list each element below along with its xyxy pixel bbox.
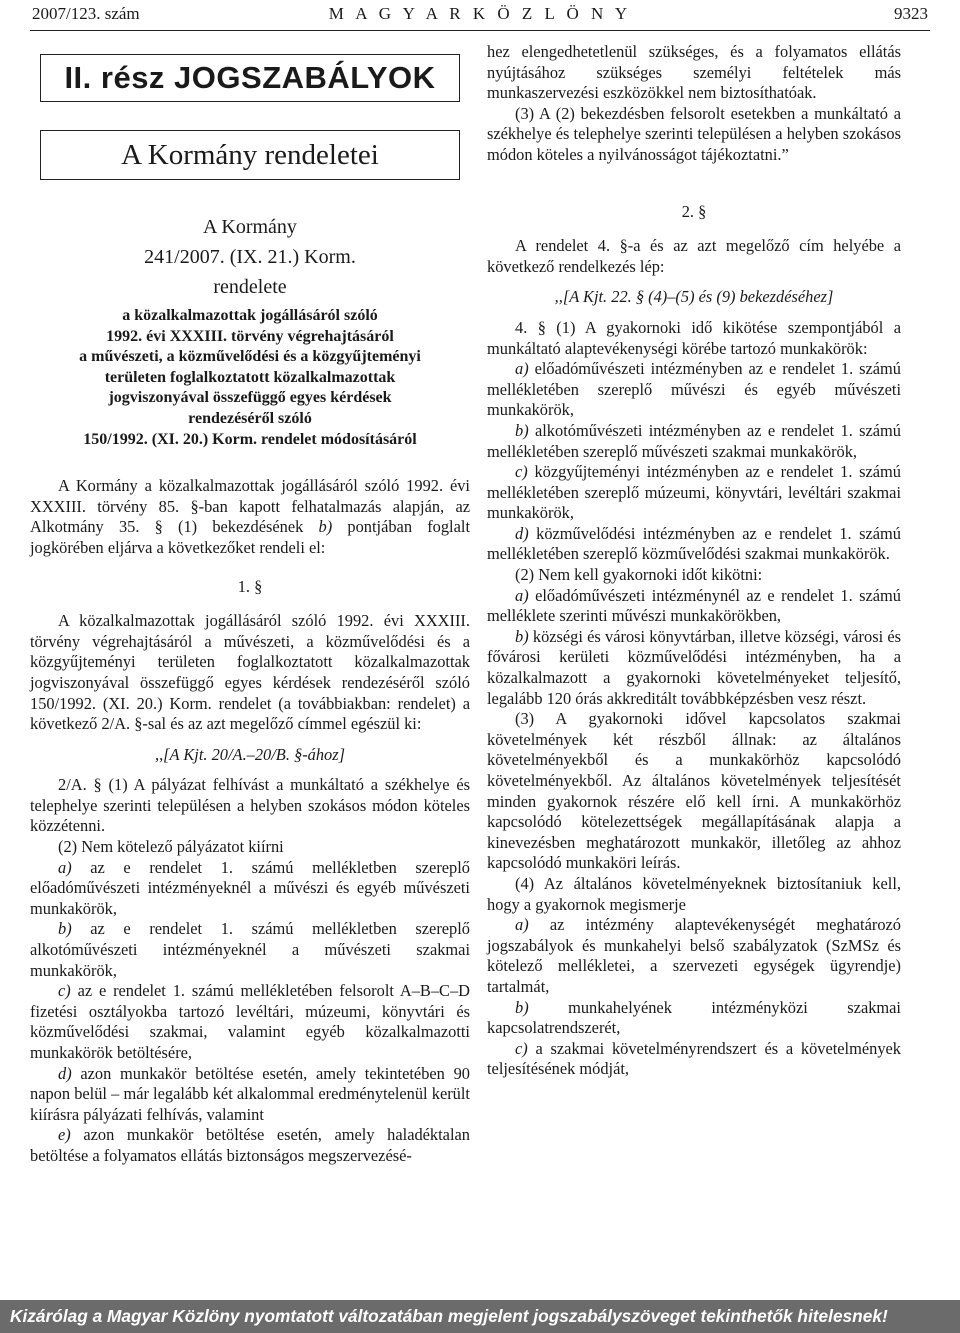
paragraph: A közalkalmazottak jogállásáról szóló 1992. évi XXXIII. törvény végrehajtásáról a művészeti, a közművelődési és a közgyűjteményi területen foglalkoztatott közalkalmazottak jogviszonyával összefüggő egyes kérdések rendezéséről szóló 150/1992. (XI. 20.) Korm. rendelet (a továbbiakban: rendelet) a következő 2/A. §-sal és az azt megelőző címmel egészül ki: <box>30 611 470 734</box>
preamble: A Kormány a közalkalmazottak jogállásáról szóló 1992. évi XXXIII. törvény 85. §-ban kapott felhatalmazás alapján, az Alkotmány 35. § (1) bekezdésének b) pontjában foglalt jogkörében eljárva a következőket rendeli el: <box>30 476 470 557</box>
paragraph: 4. § (1) A gyakornoki idő kikötése szempontjából a munkáltató alaptevékenységi körébe tartozó munkakörök: <box>487 317 901 358</box>
subject-line: 1992. évi XXXIII. törvény végrehajtásáról <box>106 327 394 345</box>
list-item: b) községi és városi könyvtárban, illetve községi, városi és fővárosi kerületi közművelődési intézményben, ha a közalkalmazott a gyakornoki követelményeket teljesítő, legalább 120 órás akkreditált továbbképzésben vesz részt. <box>487 626 901 708</box>
journal-title: M A G Y A R K Ö Z L Ö N Y <box>328 4 632 23</box>
subject-line: 150/1992. (XI. 20.) Korm. rendelet módosításáról <box>83 430 417 448</box>
list-item: c) a szakmai követelményrendszert és a követelmények teljesítésének módját, <box>487 1038 901 1079</box>
paragraph-continuation: hez elengedhetetlenül szükséges, és a folyamatos ellátás nyújtásához szükséges személyi feltételek más munkaszervezési eszközökkel nem biztosíthatóak. <box>487 42 901 103</box>
authenticity-notice: Kizárólag a Magyar Közlöny nyomtatott változatában megjelent jogszabályszöveget tekinthetők hitelesnek! <box>0 1300 960 1333</box>
paragraph: (2) Nem kell gyakornoki időt kikötni: <box>515 565 763 585</box>
paragraph: (2) Nem kötelező pályázatot kiírni <box>58 837 284 857</box>
right-column <box>487 42 901 1080</box>
subject-line: jogviszonyával összefüggő egyes kérdések <box>108 389 392 407</box>
list-item: d) közművelődési intézményben az e rendelet 1. számú mellékletében szereplő közművelődési szakmai munkakörök. <box>487 523 901 564</box>
quoted-heading: ,,[A Kjt. 22. § (4)–(5) és (9) bekezdéséhez] <box>554 287 834 307</box>
paragraph: (3) A gyakornoki idővel kapcsolatos szakmai követelmények két részből állnak: az általános követelményekből és a munkakörhöz kapcsolódó követelményekből. Az általános követelmények teljesítését minden gyakornok részére elő kell írni. A munkakörhöz kapcsolódó kötelezettségek megállapításának alapja a kinevezésben meghatározott munkakör, illetőleg az ahhoz kapcsolódó munkaköri leírás. <box>487 709 901 873</box>
subject-line: rendezéséről szóló <box>188 409 312 427</box>
list-item: a) az intézmény alaptevékenységét meghatározó jogszabályok és munkahelyi belső szabályzatok (SzMSz és kötelező mellékletei, a szervezeti egységek ügyrendje) tartalmát, <box>487 915 901 996</box>
part-title: II. rész JOGSZABÁLYOK <box>40 54 460 102</box>
paragraph: (4) Az általános követelményeknek biztosítaniuk kell, hogy a gyakornok megismerje <box>487 873 901 914</box>
decree-subject <box>30 306 470 450</box>
left-column <box>30 42 470 1167</box>
list-item: c) az e rendelet 1. számú mellékletében felsorolt A–B–C–D fizetési osztályokba tartozó levéltári, múzeumi, könyvtári és közművelődési szakmai, valamint egyéb közalkalmazotti munkakörök betöltésére, <box>30 981 470 1062</box>
paragraph: 2/A. § (1) A pályázat felhívást a munkáltató a székhelye és telephelye szerinti településen a helyben szokásos módon köteles közzétenni. <box>30 775 470 836</box>
decree-label: rendelete <box>213 276 287 298</box>
list-item: b) az e rendelet 1. számú mellékletben szereplő alkotóművészeti intézményeknél a művészeti szakmai munkakörök, <box>30 919 470 980</box>
issue-number: 2007/123. szám <box>32 4 140 23</box>
page-number: 9323 <box>894 4 928 23</box>
list-item: e) azon munkakör betöltése esetén, amely haladéktalan betöltése a folyamatos ellátás biztonságos megszervezésé- <box>30 1125 470 1165</box>
decree-number: 241/2007. (IX. 21.) Korm. <box>144 246 356 268</box>
paragraph: A rendelet 4. §-a és az azt megelőző cím helyébe a következő rendelkezés lép: <box>487 236 901 276</box>
list-item: b) munkahelyének intézményközi szakmai kapcsolatrendszerét, <box>487 997 901 1038</box>
list-item: a) előadóművészeti intézménynél az e rendelet 1. számú melléklete szerinti művészi munkakörökben, <box>487 585 901 626</box>
list-item: b) alkotóművészeti intézményben az e rendelet 1. számú mellékletében szereplő művészeti szakmai munkakörök, <box>487 420 901 461</box>
section-title: A Kormány rendeletei <box>40 130 460 180</box>
section-1-heading: 1. § <box>237 576 263 596</box>
subject-line: területen foglalkoztatott közalkalmazottak <box>104 368 396 386</box>
issuer: A Kormány <box>203 216 297 238</box>
list-item: d) azon munkakör betöltése esetén, amely tekintetében 90 napon belül – már legalább két alkalommal eredménytelenül került kiírásra pályázati felhívás, valamint <box>30 1063 470 1124</box>
list-item: a) előadóművészeti intézményben az e rendelet 1. számú mellékletében szereplő művészi és egyéb művészeti munkakörök, <box>487 359 901 420</box>
quoted-heading: ,,[A Kjt. 20/A.–20/B. §-ához] <box>154 744 346 764</box>
list-item: c) közgyűjteményi intézményben az e rendelet 1. számú mellékletében szereplő múzeumi, könyvtári, levéltári szakmai munkakörök, <box>487 462 901 523</box>
page-header <box>30 0 930 31</box>
subject-line: a közalkalmazottak jogállásáról szóló <box>122 307 378 324</box>
paragraph: (3) A (2) bekezdésben felsorolt esetekben a munkáltató a székhelye és telephelye szerinti településen a helyben szokásos módon köteles a nyilvánosságot tájékoztatni.” <box>487 103 901 164</box>
subject-line: a művészeti, a közművelődési és a közgyűjteményi <box>79 348 421 366</box>
list-item: a) az e rendelet 1. számú mellékletben szereplő előadóművészeti intézményeknél a művészi és egyéb művészeti munkakörök, <box>30 857 470 918</box>
section-2-heading: 2. § <box>681 201 707 221</box>
